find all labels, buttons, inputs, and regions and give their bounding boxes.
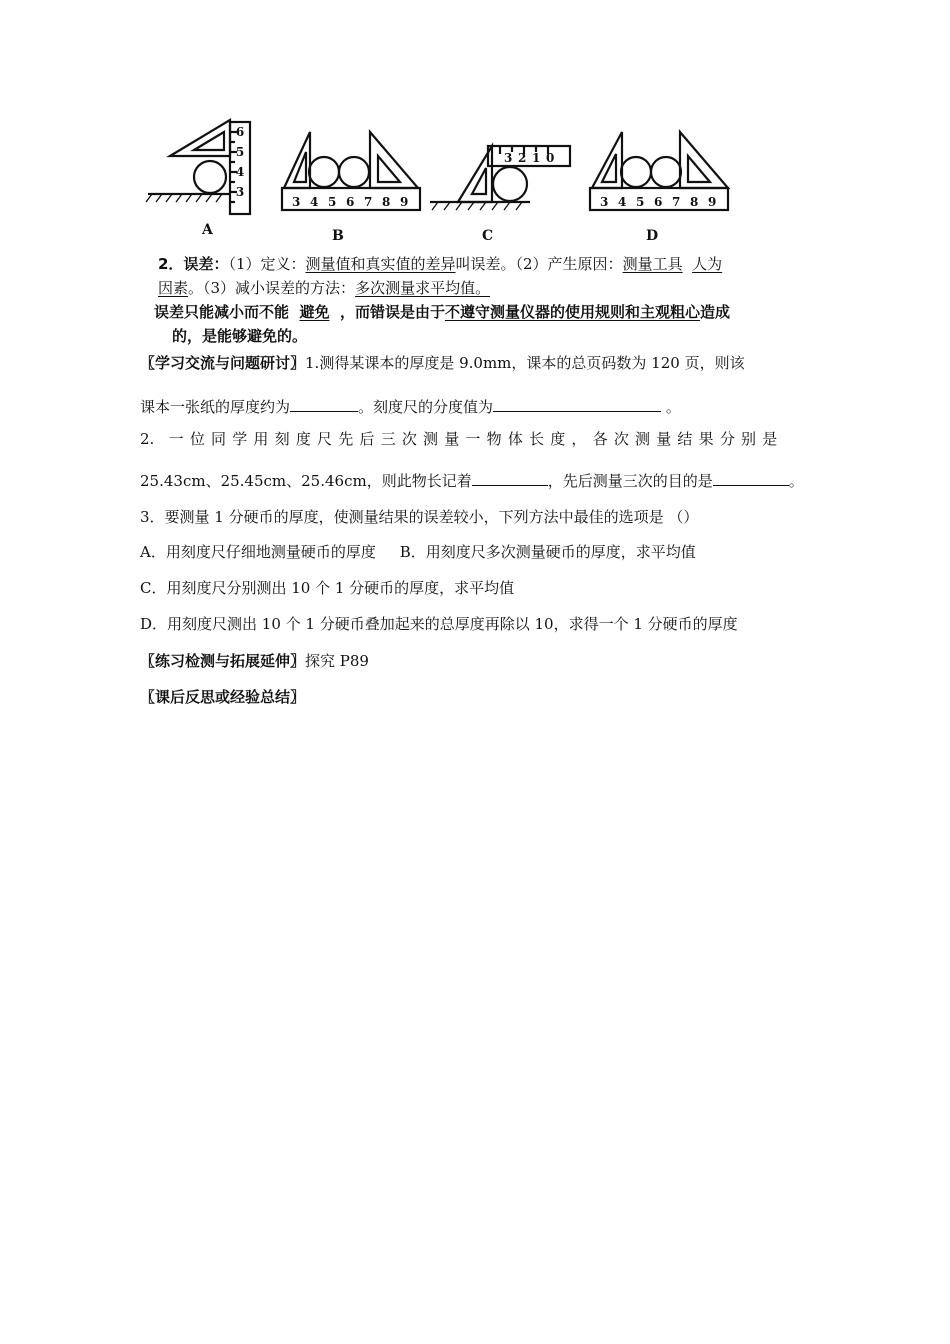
note-middle: ，而错误是由于 <box>339 303 445 321</box>
ruler-digit: 9 <box>400 195 409 209</box>
ruler-d-digits <box>600 195 716 209</box>
question-2-text: 一位同学用刻度尺先后三次测量一物体长度，各次测量结果分别是 <box>168 430 784 448</box>
question-1-part-2: 。刻度尺的分度值为 <box>358 398 494 416</box>
ruler-digit: 4 <box>618 195 627 209</box>
ruler-digit: 7 <box>364 195 373 209</box>
question-1-part-3: 。 <box>665 398 681 416</box>
method-prefix: 。（3）减小误差的方法： <box>188 279 356 297</box>
measurement-figure <box>138 112 838 252</box>
ruler-digit: 3 <box>292 195 301 209</box>
error-note-line-2: 的，是能够避免的。 <box>172 327 308 345</box>
study-heading: 〖学习交流与问题研讨〗 <box>140 354 306 372</box>
ruler-digit: 3 <box>600 195 609 209</box>
practice-heading: 〖练习检测与拓展延伸〗 <box>140 652 306 670</box>
definition-answer: 测量值和真实值的差异 <box>305 255 456 273</box>
error-line-2 <box>158 277 490 299</box>
label-c: C <box>482 228 494 244</box>
study-question-2b <box>140 469 804 492</box>
label-b: B <box>332 228 344 244</box>
ruler-digit: 4 <box>235 165 245 179</box>
options-a-b <box>140 541 696 563</box>
definition-suffix: 叫误差。（2）产生原因： <box>455 255 623 273</box>
ruler-digit: 4 <box>310 195 319 209</box>
ruler-digit: 6 <box>654 195 663 209</box>
question-2-part-3: 。 <box>788 472 804 490</box>
question-2-part-2: ，先后测量三次的目的是 <box>547 472 713 490</box>
answer-blank[interactable] <box>472 469 548 486</box>
study-question-1a <box>140 352 745 374</box>
question-2-number: 2. <box>140 430 155 448</box>
study-question-1b <box>140 395 681 418</box>
reflection-heading: 〖课后反思或经验总结〗 <box>140 688 306 706</box>
question-2-part-1: 25.43cm、25.45cm、25.46cm，则此物长记着 <box>140 472 472 490</box>
ruler-digit: 3 <box>235 185 245 199</box>
method-answer: 多次测量求平均值。 <box>355 279 491 297</box>
option-a: A．用刻度尺仔细地测量硬币的厚度 <box>140 543 376 561</box>
ruler-b-digits <box>292 195 408 209</box>
error-line-1 <box>158 253 722 275</box>
error-title: 误差： <box>183 255 229 273</box>
question-1-text: 1.测得某课本的厚度是 9.0mm，课本的总页码数为 120 页，则该 <box>305 354 745 372</box>
ruler-c-digits <box>504 151 554 165</box>
label-d: D <box>646 228 659 244</box>
ruler-digit: 5 <box>328 195 337 209</box>
cause-answer-1: 测量工具 <box>622 255 683 273</box>
note-answer-2: 不遵守测量仪器的使用规则和主观粗心 <box>444 303 700 321</box>
answer-blank[interactable] <box>713 469 789 486</box>
setup-a <box>146 120 250 214</box>
ruler-digit: 7 <box>672 195 681 209</box>
ruler-digit: 5 <box>235 145 245 159</box>
answer-blank[interactable] <box>493 395 661 412</box>
definition-prefix: （1）定义： <box>228 255 306 273</box>
error-note-line-1 <box>154 301 730 323</box>
study-question-2a <box>140 428 783 450</box>
label-a: A <box>202 222 213 238</box>
ruler-a-digits <box>236 125 244 199</box>
question-3: 3．要测量 1 分硬币的厚度，使测量结果的误差较小，下列方法中最佳的选项是 （） <box>140 508 699 526</box>
ruler-digit: 5 <box>636 195 645 209</box>
ruler-digit: 8 <box>382 195 391 209</box>
note-end: 造成 <box>699 303 730 321</box>
ruler-digit: 1 <box>532 151 541 165</box>
option-c: C．用刻度尺分别测出 10 个 1 分硬币的厚度，求平均值 <box>140 579 515 597</box>
option-d: D．用刻度尺测出 10 个 1 分硬币叠加起来的总厚度再除以 10，求得一个 1 分硬币的厚度 <box>140 615 738 633</box>
cause-answer-2: 人为 <box>692 255 723 273</box>
ruler-digit: 0 <box>546 151 555 165</box>
note-answer-1: 避免 <box>299 303 330 321</box>
ruler-digit: 3 <box>504 151 513 165</box>
practice-text: 探究 P89 <box>305 652 369 670</box>
ruler-digit: 2 <box>518 151 527 165</box>
ruler-digit: 8 <box>690 195 699 209</box>
ruler-digit: 6 <box>346 195 355 209</box>
ruler-digit: 6 <box>235 125 245 139</box>
option-b: B．用刻度尺多次测量硬币的厚度，求平均值 <box>399 543 696 561</box>
answer-blank[interactable] <box>290 395 358 412</box>
question-1-part-1: 课本一张纸的厚度约为 <box>140 398 291 416</box>
section-number: 2． <box>158 255 184 273</box>
cause-answer-3: 因素 <box>158 279 189 297</box>
practice-line <box>140 650 369 672</box>
note-prefix: 误差只能减小而不能 <box>154 303 290 321</box>
ruler-digit: 9 <box>708 195 717 209</box>
